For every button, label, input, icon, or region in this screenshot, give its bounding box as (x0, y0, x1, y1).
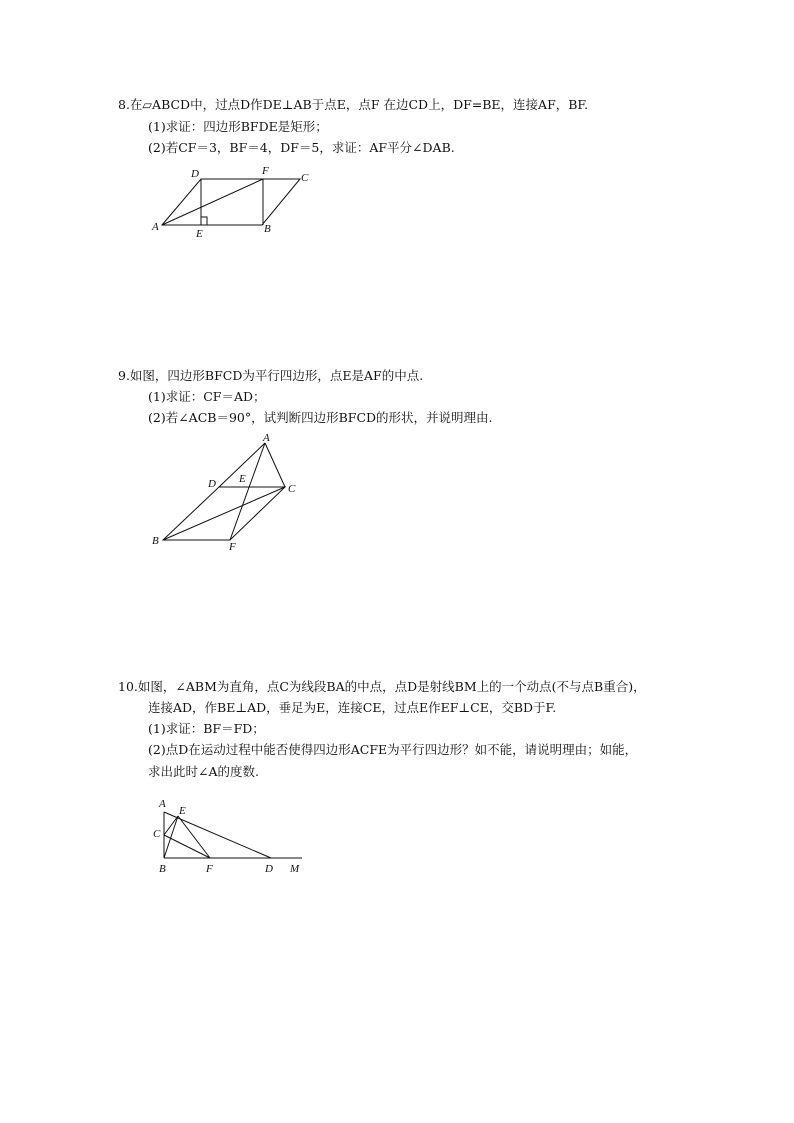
label-c: C (301, 172, 309, 184)
label-d: D (265, 863, 273, 875)
label-b: B (159, 863, 166, 875)
segment-be (164, 816, 178, 858)
label-a: A (263, 432, 270, 444)
label-a: A (152, 221, 159, 233)
problem-8-stem: 8.在▱ABCD中，过点D作DE⊥AB于点E，点F 在边CD上，DF=BE，连接AF，BF. (118, 97, 589, 112)
label-f: F (229, 541, 236, 553)
label-d: D (191, 168, 199, 180)
label-c: C (153, 828, 161, 840)
label-e: E (196, 228, 203, 240)
segment-cf (164, 835, 210, 858)
problem-10-figure (148, 792, 308, 877)
parallelogram-abcd (162, 179, 300, 225)
segment-ce (164, 816, 178, 835)
label-b: B (264, 223, 271, 235)
label-d: D (208, 478, 216, 490)
problem-10-part-1: (1)求证：BF＝FD； (148, 721, 265, 736)
segment-bc (163, 487, 285, 540)
segment-ef (178, 816, 210, 858)
problem-9-part-1: (1)求证：CF＝AD； (148, 389, 266, 404)
problem-10-stem-cont: 连接AD，作BE⊥AD，垂足为E，连接CE，过点E作EF⊥CE，交BD于F. (148, 700, 557, 715)
problem-9-figure (145, 430, 315, 555)
problem-8-part-2: (2)若CF＝3，BF＝4，DF＝5，求证：AF平分∠DAB. (148, 140, 455, 155)
label-f: F (262, 165, 269, 177)
problem-10-part-2: (2)点D在运动过程中能否使得四边形ACFE为平行四边形？如不能，请说明理由；如能， (148, 742, 638, 757)
problem-9-part-2: (2)若∠ACB＝90°，试判断四边形BFCD的形状，并说明理由. (148, 410, 493, 425)
label-f: F (206, 863, 213, 875)
label-m: M (290, 863, 300, 875)
label-e: E (179, 805, 186, 817)
label-c: C (288, 483, 296, 495)
segment-ac (265, 443, 285, 487)
right-angle-mark (201, 217, 207, 225)
problem-8-figure (140, 160, 320, 240)
problem-9-stem: 9.如图，四边形BFCD为平行四边形，点E是AF的中点. (118, 368, 424, 383)
problem-10-stem: 10.如图，∠ABM为直角，点C为线段BA的中点，点D是射线BM上的一个动点(不与点B重合)， (118, 679, 646, 694)
problem-8-part-1: (1)求证：四边形BFDE是矩形； (148, 119, 328, 134)
label-a: A (159, 798, 166, 810)
segment-af (230, 443, 265, 540)
problem-10-part-2-cont: 求出此时∠A的度数. (148, 764, 259, 779)
segment-af (162, 179, 263, 225)
label-e: E (239, 473, 246, 485)
label-b: B (152, 535, 159, 547)
